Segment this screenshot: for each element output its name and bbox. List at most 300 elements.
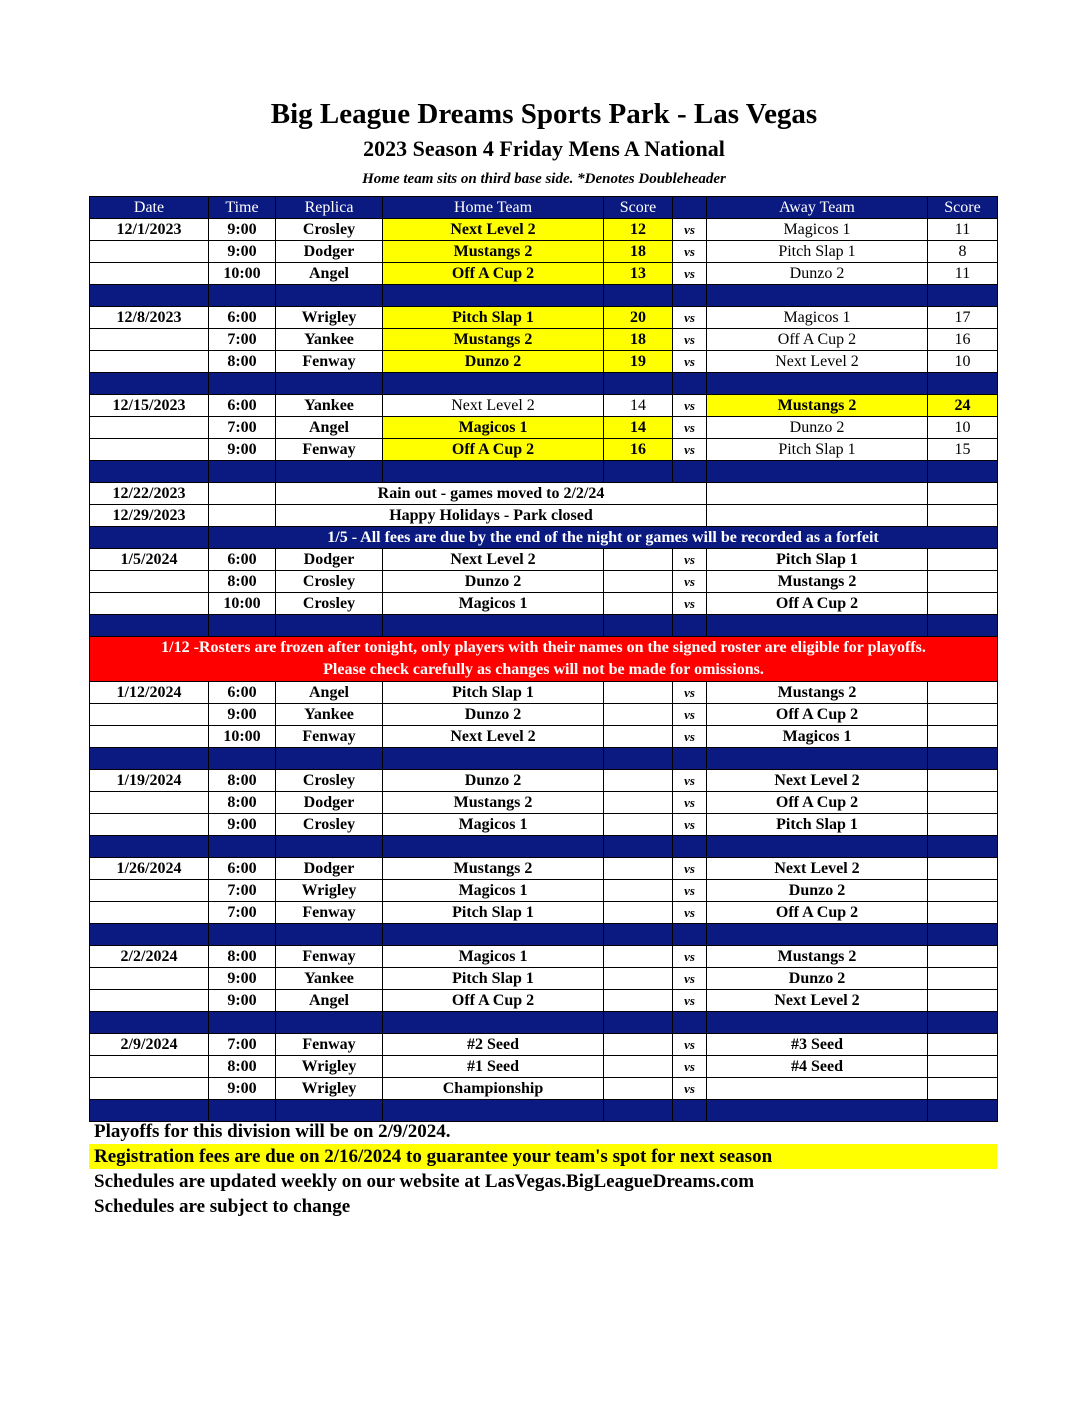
home-team: Next Level 2 [383, 726, 604, 748]
away-team: Off A Cup 2 [707, 593, 928, 615]
away-team: Off A Cup 2 [707, 902, 928, 924]
separator-cell [90, 285, 209, 307]
home-score: 18 [604, 329, 673, 351]
footer-line: Registration fees are due on 2/16/2024 to guarantee your team's spot for next season [89, 1144, 997, 1169]
home-team: Mustangs 2 [383, 329, 604, 351]
game-row [90, 858, 998, 880]
separator-cell [604, 285, 673, 307]
vs-label: vs [673, 1078, 707, 1100]
game-time: 9:00 [209, 990, 276, 1012]
home-team: Pitch Slap 1 [383, 307, 604, 329]
game-replica-field: Crosley [276, 571, 383, 593]
game-row [90, 726, 998, 748]
game-row [90, 704, 998, 726]
game-date [90, 902, 209, 924]
game-row [90, 329, 998, 351]
separator-cell [707, 285, 928, 307]
empty-cell [707, 505, 928, 527]
away-team: Off A Cup 2 [707, 704, 928, 726]
separator-cell [90, 924, 209, 946]
separator-row [90, 924, 998, 946]
separator-cell [673, 461, 707, 483]
game-date [90, 571, 209, 593]
home-score: 13 [604, 263, 673, 285]
separator-row [90, 748, 998, 770]
home-score: 16 [604, 439, 673, 461]
away-score [928, 726, 998, 748]
separator-cell [673, 748, 707, 770]
away-score [928, 682, 998, 704]
away-score [928, 571, 998, 593]
away-score: 10 [928, 351, 998, 373]
empty-cell [707, 483, 928, 505]
game-row [90, 880, 998, 902]
away-score [928, 902, 998, 924]
game-replica-field: Fenway [276, 902, 383, 924]
separator-cell [90, 748, 209, 770]
away-score [928, 593, 998, 615]
game-date [90, 726, 209, 748]
away-team: Off A Cup 2 [707, 792, 928, 814]
footer-line: Playoffs for this division will be on 2/9/2024. [94, 1121, 451, 1142]
game-time: 8:00 [209, 946, 276, 968]
notice-row [90, 527, 998, 549]
away-score [928, 1034, 998, 1056]
home-team: Magicos 1 [383, 880, 604, 902]
separator-row [90, 836, 998, 858]
game-time: 6:00 [209, 858, 276, 880]
home-score [604, 946, 673, 968]
game-time: 9:00 [209, 219, 276, 241]
game-date: 1/12/2024 [90, 682, 209, 704]
game-date: 12/1/2023 [90, 219, 209, 241]
away-score [928, 704, 998, 726]
vs-label: vs [673, 880, 707, 902]
page-subtitle: 2023 Season 4 Friday Mens A National [363, 136, 725, 161]
away-team: Pitch Slap 1 [707, 439, 928, 461]
separator-cell [209, 615, 276, 637]
separator-cell [276, 748, 383, 770]
col-header-replica: Replica [276, 197, 383, 219]
home-score [604, 858, 673, 880]
game-time: 7:00 [209, 880, 276, 902]
home-team: Next Level 2 [383, 395, 604, 417]
separator-cell [383, 836, 604, 858]
game-replica-field: Angel [276, 417, 383, 439]
separator-cell [276, 836, 383, 858]
separator-row [90, 1012, 998, 1034]
game-replica-field: Dodger [276, 792, 383, 814]
game-date [90, 792, 209, 814]
game-time: 9:00 [209, 241, 276, 263]
game-row [90, 395, 998, 417]
game-replica-field: Fenway [276, 439, 383, 461]
away-score [928, 1078, 998, 1100]
separator-cell [604, 373, 673, 395]
game-replica-field: Wrigley [276, 1078, 383, 1100]
game-date [90, 593, 209, 615]
game-row [90, 814, 998, 836]
game-replica-field: Crosley [276, 770, 383, 792]
separator-row [90, 615, 998, 637]
away-team: Mustangs 2 [707, 395, 928, 417]
separator-cell [604, 836, 673, 858]
roster-alert-row [90, 637, 998, 682]
away-score [928, 858, 998, 880]
roster-alert-line-1: 1/12 -Rosters are frozen after tonight, only players with their names on the signed roster are eligible for playoffs. [161, 639, 926, 656]
game-row [90, 792, 998, 814]
home-score: 14 [604, 395, 673, 417]
away-score: 11 [928, 263, 998, 285]
separator-cell [928, 1012, 998, 1034]
separator-cell [928, 924, 998, 946]
separator-cell [604, 461, 673, 483]
home-team: Championship [383, 1078, 604, 1100]
home-score: 14 [604, 417, 673, 439]
vs-label: vs [673, 946, 707, 968]
home-team: Magicos 1 [383, 814, 604, 836]
vs-label: vs [673, 770, 707, 792]
home-team: #1 Seed [383, 1056, 604, 1078]
away-team: Mustangs 2 [707, 946, 928, 968]
game-date [90, 417, 209, 439]
game-replica-field: Crosley [276, 593, 383, 615]
game-row [90, 417, 998, 439]
game-time: 10:00 [209, 726, 276, 748]
message-row [90, 483, 998, 505]
game-time: 6:00 [209, 395, 276, 417]
game-time: 8:00 [209, 792, 276, 814]
game-time: 8:00 [209, 571, 276, 593]
game-time: 8:00 [209, 1056, 276, 1078]
home-team: Off A Cup 2 [383, 439, 604, 461]
col-header-away-team: Away Team [707, 197, 928, 219]
game-replica-field: Crosley [276, 814, 383, 836]
home-score: 18 [604, 241, 673, 263]
game-row [90, 770, 998, 792]
separator-cell [673, 1012, 707, 1034]
game-row [90, 1078, 998, 1100]
page-note: Home team sits on third base side. *Denotes Doubleheader [362, 171, 726, 187]
vs-label: vs [673, 792, 707, 814]
vs-label: vs [673, 351, 707, 373]
home-score [604, 1078, 673, 1100]
away-score: 17 [928, 307, 998, 329]
game-time: 7:00 [209, 902, 276, 924]
game-time: 9:00 [209, 814, 276, 836]
col-header-time: Time [209, 197, 276, 219]
away-score [928, 880, 998, 902]
game-replica-field: Wrigley [276, 307, 383, 329]
away-score [928, 968, 998, 990]
home-team: Magicos 1 [383, 946, 604, 968]
empty-cell [209, 483, 276, 505]
game-row [90, 549, 998, 571]
away-team: Magicos 1 [707, 307, 928, 329]
home-team: Next Level 2 [383, 549, 604, 571]
away-team: Mustangs 2 [707, 682, 928, 704]
separator-row [90, 285, 998, 307]
col-header-away-score: Score [928, 197, 998, 219]
separator-cell [604, 615, 673, 637]
vs-label: vs [673, 571, 707, 593]
away-team: Dunzo 2 [707, 417, 928, 439]
home-team: Next Level 2 [383, 219, 604, 241]
away-score [928, 946, 998, 968]
away-team: #4 Seed [707, 1056, 928, 1078]
separator-cell [673, 615, 707, 637]
footer-line: Schedules are updated weekly on our website at LasVegas.BigLeagueDreams.com [94, 1171, 755, 1192]
separator-cell [604, 748, 673, 770]
game-replica-field: Yankee [276, 395, 383, 417]
game-date [90, 814, 209, 836]
game-date: 1/19/2024 [90, 770, 209, 792]
home-team: Pitch Slap 1 [383, 968, 604, 990]
vs-label: vs [673, 902, 707, 924]
vs-label: vs [673, 241, 707, 263]
game-replica-field: Dodger [276, 549, 383, 571]
separator-cell [383, 748, 604, 770]
game-date [90, 968, 209, 990]
away-team: Pitch Slap 1 [707, 549, 928, 571]
game-replica-field: Yankee [276, 329, 383, 351]
game-time: 8:00 [209, 351, 276, 373]
separator-cell [604, 1012, 673, 1034]
game-time: 10:00 [209, 263, 276, 285]
separator-cell [928, 748, 998, 770]
separator-cell [673, 373, 707, 395]
separator-cell [276, 924, 383, 946]
vs-label: vs [673, 439, 707, 461]
game-date: 12/15/2023 [90, 395, 209, 417]
game-date [90, 990, 209, 1012]
separator-cell [928, 373, 998, 395]
notice-text: 1/5 - All fees are due by the end of the night or games will be recorded as a forfeit [209, 527, 998, 549]
game-date: 12/8/2023 [90, 307, 209, 329]
game-replica-field: Fenway [276, 1034, 383, 1056]
home-team: Dunzo 2 [383, 704, 604, 726]
col-header-home-score: Score [604, 197, 673, 219]
home-score [604, 1056, 673, 1078]
vs-label: vs [673, 417, 707, 439]
home-score [604, 549, 673, 571]
home-team: Off A Cup 2 [383, 263, 604, 285]
away-team: Dunzo 2 [707, 880, 928, 902]
game-date [90, 329, 209, 351]
away-score: 8 [928, 241, 998, 263]
away-team: Dunzo 2 [707, 263, 928, 285]
home-team: Dunzo 2 [383, 351, 604, 373]
home-score: 12 [604, 219, 673, 241]
away-score: 10 [928, 417, 998, 439]
game-row [90, 990, 998, 1012]
away-team: Dunzo 2 [707, 968, 928, 990]
away-team: Next Level 2 [707, 770, 928, 792]
vs-label: vs [673, 219, 707, 241]
home-team: Off A Cup 2 [383, 990, 604, 1012]
separator-cell [604, 924, 673, 946]
home-score [604, 792, 673, 814]
col-header-vs [673, 197, 707, 219]
home-team: Pitch Slap 1 [383, 682, 604, 704]
separator-cell [276, 1012, 383, 1034]
game-replica-field: Yankee [276, 704, 383, 726]
message-row [90, 505, 998, 527]
separator-cell [707, 373, 928, 395]
game-time: 6:00 [209, 682, 276, 704]
game-row [90, 263, 998, 285]
vs-label: vs [673, 858, 707, 880]
empty-cell [928, 483, 998, 505]
vs-label: vs [673, 704, 707, 726]
vs-label: vs [673, 307, 707, 329]
away-score: 16 [928, 329, 998, 351]
game-replica-field: Wrigley [276, 1056, 383, 1078]
game-time: 6:00 [209, 549, 276, 571]
away-team: Next Level 2 [707, 351, 928, 373]
header-row [90, 197, 998, 219]
game-date: 1/26/2024 [90, 858, 209, 880]
message-text: Happy Holidays - Park closed [276, 505, 707, 527]
separator-cell [209, 1012, 276, 1034]
game-date [90, 1056, 209, 1078]
game-time: 7:00 [209, 417, 276, 439]
separator-cell [276, 373, 383, 395]
home-team: Mustangs 2 [383, 858, 604, 880]
separator-cell [209, 924, 276, 946]
home-team: Dunzo 2 [383, 571, 604, 593]
separator-cell [673, 836, 707, 858]
empty-cell [928, 505, 998, 527]
home-score: 20 [604, 307, 673, 329]
separator-cell [209, 836, 276, 858]
game-time: 9:00 [209, 968, 276, 990]
away-score [928, 814, 998, 836]
col-header-home-team: Home Team [383, 197, 604, 219]
home-score: 19 [604, 351, 673, 373]
separator-cell [90, 836, 209, 858]
separator-cell [209, 373, 276, 395]
game-row [90, 946, 998, 968]
separator-cell [673, 285, 707, 307]
roster-alert [90, 637, 998, 682]
home-team: Mustangs 2 [383, 792, 604, 814]
vs-label: vs [673, 726, 707, 748]
away-score [928, 1056, 998, 1078]
home-score [604, 770, 673, 792]
away-score [928, 990, 998, 1012]
message-date: 12/22/2023 [90, 483, 209, 505]
home-score [604, 902, 673, 924]
home-team: Mustangs 2 [383, 241, 604, 263]
game-date [90, 263, 209, 285]
separator-cell [276, 615, 383, 637]
game-time: 7:00 [209, 329, 276, 351]
separator-row [90, 373, 998, 395]
game-date [90, 704, 209, 726]
separator-cell [383, 1012, 604, 1034]
away-score: 24 [928, 395, 998, 417]
game-row [90, 439, 998, 461]
game-row [90, 307, 998, 329]
home-score [604, 704, 673, 726]
away-team: Pitch Slap 1 [707, 241, 928, 263]
home-team: Magicos 1 [383, 593, 604, 615]
message-date: 12/29/2023 [90, 505, 209, 527]
game-date [90, 1078, 209, 1100]
separator-cell [383, 461, 604, 483]
separator-cell [707, 615, 928, 637]
away-team: Next Level 2 [707, 858, 928, 880]
game-replica-field: Fenway [276, 351, 383, 373]
away-team: Mustangs 2 [707, 571, 928, 593]
home-score [604, 968, 673, 990]
game-time: 10:00 [209, 593, 276, 615]
vs-label: vs [673, 1056, 707, 1078]
separator-cell [90, 1012, 209, 1034]
away-team: Next Level 2 [707, 990, 928, 1012]
away-score [928, 792, 998, 814]
game-date [90, 439, 209, 461]
separator-cell [707, 924, 928, 946]
separator-cell [383, 924, 604, 946]
game-row [90, 571, 998, 593]
vs-label: vs [673, 395, 707, 417]
home-team: Dunzo 2 [383, 770, 604, 792]
game-time: 9:00 [209, 704, 276, 726]
vs-label: vs [673, 1034, 707, 1056]
game-row [90, 682, 998, 704]
schedule-table [89, 196, 998, 1122]
game-date [90, 351, 209, 373]
page-title: Big League Dreams Sports Park - Las Vegas [270, 98, 818, 130]
home-team: Magicos 1 [383, 417, 604, 439]
game-row [90, 351, 998, 373]
game-replica-field: Dodger [276, 241, 383, 263]
separator-cell [90, 461, 209, 483]
separator-cell [276, 285, 383, 307]
game-replica-field: Dodger [276, 858, 383, 880]
game-replica-field: Yankee [276, 968, 383, 990]
game-time: 6:00 [209, 307, 276, 329]
away-team: Magicos 1 [707, 726, 928, 748]
home-team: Pitch Slap 1 [383, 902, 604, 924]
game-time: 9:00 [209, 439, 276, 461]
away-team: Pitch Slap 1 [707, 814, 928, 836]
vs-label: vs [673, 990, 707, 1012]
game-row [90, 1034, 998, 1056]
game-replica-field: Angel [276, 682, 383, 704]
separator-cell [707, 836, 928, 858]
vs-label: vs [673, 968, 707, 990]
away-team: Off A Cup 2 [707, 329, 928, 351]
col-header-date: Date [90, 197, 209, 219]
separator-cell [707, 461, 928, 483]
separator-cell [209, 285, 276, 307]
away-team: #3 Seed [707, 1034, 928, 1056]
game-date [90, 880, 209, 902]
game-row [90, 219, 998, 241]
home-score [604, 880, 673, 902]
separator-cell [383, 615, 604, 637]
separator-cell [209, 748, 276, 770]
vs-label: vs [673, 329, 707, 351]
separator-row [90, 461, 998, 483]
game-replica-field: Angel [276, 263, 383, 285]
game-time: 7:00 [209, 1034, 276, 1056]
separator-cell [383, 373, 604, 395]
vs-label: vs [673, 593, 707, 615]
